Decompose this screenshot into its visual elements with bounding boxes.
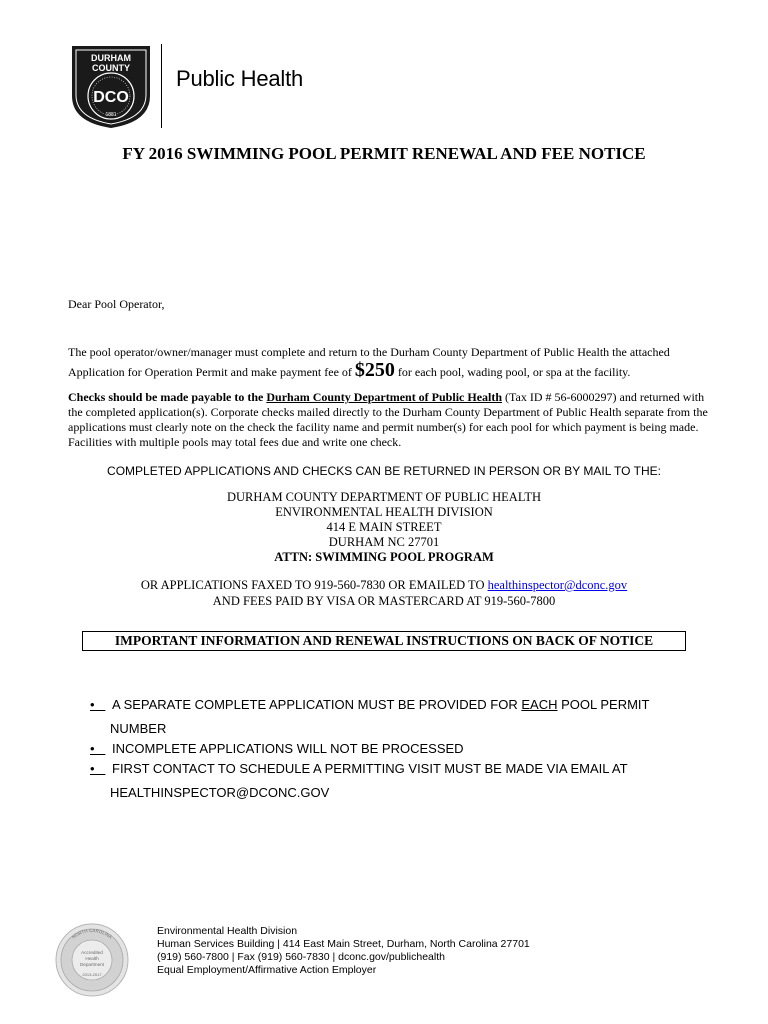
return-instructions: COMPLETED APPLICATIONS AND CHECKS CAN BE RETURNED IN PERSON OR BY MAIL TO THE:	[107, 464, 661, 478]
fax-email-text: OR APPLICATIONS FAXED TO 919-560-7830 OR EMAILED TO	[140, 578, 488, 592]
bullet-icon: •	[90, 741, 106, 756]
bullet-emphasis: EACH	[521, 697, 558, 712]
bullet-continuation: NUMBER	[110, 721, 167, 736]
bullet-icon: •	[90, 697, 106, 712]
mailing-address	[0, 490, 768, 565]
accreditation-seal	[54, 922, 130, 998]
address-line: ENVIRONMENTAL HEALTH DIVISION	[275, 505, 493, 519]
bullet-continuation: HEALTHINSPECTOR@DCONC.GOV	[110, 785, 330, 800]
list-item	[90, 694, 710, 740]
svg-text:Accredited: Accredited	[81, 950, 103, 955]
footer-contact-block	[157, 925, 530, 977]
email-link[interactable]: healthinspector@dconc.gov	[487, 578, 628, 592]
paragraph-check-instructions	[68, 390, 708, 450]
footer-line: Equal Employment/Affirmative Action Employer	[157, 964, 377, 976]
fee-amount: $250	[354, 359, 395, 381]
address-line: DURHAM COUNTY DEPARTMENT OF PUBLIC HEALTH	[227, 490, 541, 504]
public-health-wordmark: Public Health	[176, 66, 304, 91]
payee-name: Durham County Department of Public Health	[266, 390, 503, 404]
svg-text:COUNTY: COUNTY	[92, 63, 130, 73]
svg-text:Health: Health	[85, 956, 99, 961]
bullet-icon: •	[90, 761, 106, 776]
bullet-list	[90, 694, 710, 804]
bullet-text-end: POOL PERMIT	[557, 697, 650, 712]
bullet-text: INCOMPLETE APPLICATIONS WILL NOT BE PROCESSED	[112, 741, 464, 756]
svg-text:DURHAM: DURHAM	[91, 53, 131, 63]
footer-line: Environmental Health Division	[157, 925, 298, 937]
address-line: 414 E MAIN STREET	[326, 520, 442, 534]
address-line: DURHAM NC 27701	[328, 535, 440, 549]
fax-email-contact	[0, 577, 768, 609]
list-item	[90, 758, 710, 804]
svg-text:NORTH CAROLINA: NORTH CAROLINA	[71, 927, 113, 940]
svg-text:DCO: DCO	[93, 89, 129, 106]
para1-text: The pool operator/owner/manager must complete and return to the Durham County Department of Public Health the attached Application for Operation Permit and make payment fee of	[68, 345, 670, 379]
svg-text:2013-2017: 2013-2017	[82, 972, 102, 977]
bullet-text: FIRST CONTACT TO SCHEDULE A PERMITTING VISIT MUST BE MADE VIA EMAIL AT	[112, 761, 628, 776]
svg-text:Department: Department	[79, 962, 105, 967]
payment-phone-text: AND FEES PAID BY VISA OR MASTERCARD AT 919-560-7800	[212, 594, 556, 608]
check-details: (Tax ID # 56-6000297) and returned with the completed application(s). Corporate checks mailed directly to the Durham County Department of Public Health separate from the applications must clearly note on the check the facility name and permit number(s) for each pool for which payment is being made. Facilities with multiple pools may total fees due and write one check.	[68, 390, 708, 449]
list-item	[90, 740, 710, 758]
address-attn: ATTN: SWIMMING POOL PROGRAM	[274, 550, 494, 564]
check-payable-lead: Checks should be made payable to the	[68, 390, 267, 404]
paragraph-fee-requirement	[68, 343, 708, 381]
bullet-text: A SEPARATE COMPLETE APPLICATION MUST BE PROVIDED FOR	[112, 697, 522, 712]
page-title: FY 2016 SWIMMING POOL PERMIT RENEWAL AND FEE NOTICE	[122, 144, 646, 163]
svg-text:1881: 1881	[105, 112, 117, 118]
important-info-box: IMPORTANT INFORMATION AND RENEWAL INSTRUCTIONS ON BACK OF NOTICE	[82, 631, 686, 651]
para1-text-end: for each pool, wading pool, or spa at the facility.	[394, 365, 631, 379]
salutation: Dear Pool Operator,	[68, 297, 165, 311]
footer-line: Human Services Building | 414 East Main Street, Durham, North Carolina 27701	[157, 938, 530, 950]
durham-county-shield-logo	[68, 44, 154, 130]
footer-line: (919) 560-7800 | Fax (919) 560-7830 | dconc.gov/publichealth	[157, 951, 445, 963]
logo-divider	[161, 44, 162, 128]
